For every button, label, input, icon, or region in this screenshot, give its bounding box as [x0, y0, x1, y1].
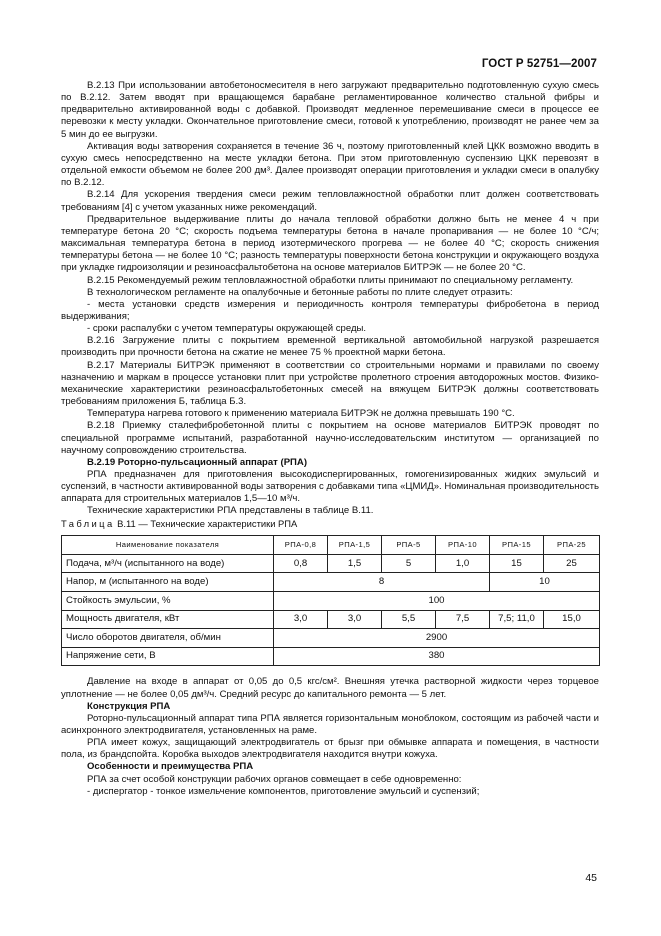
table-row	[62, 610, 600, 629]
table-row	[62, 647, 600, 666]
paragraph: Температура нагрева готового к применению материала БИТРЭК не должна превышать 190 °С.	[87, 408, 515, 420]
table-caption-text: В.11 — Технические характеристики РПА	[114, 517, 298, 529]
table-row	[62, 573, 600, 592]
spec-table	[61, 535, 600, 667]
table-caption	[61, 518, 599, 530]
row-label: Мощность двигателя, кВт	[62, 610, 274, 629]
row-label: Напряжение сети, В	[62, 647, 274, 666]
table-cell: 3,0	[274, 610, 328, 629]
row-label: Число оборотов двигателя, об/мин	[62, 629, 274, 648]
table-cell: 10	[490, 573, 600, 592]
table-caption-prefix: Таблица	[61, 517, 115, 529]
row-label: Подача, м³/ч (испытанного на воде)	[62, 554, 274, 573]
table-cell: 380	[274, 647, 600, 666]
table-header-cell: РПА-0,8	[274, 535, 328, 554]
section-heading-features: Особенности и преимущества РПА	[87, 761, 254, 773]
paragraph: В.2.18 Приемку сталефибробетонной плиты с покрытием на основе материалов БИТРЭК проводят по специальной программе испытаний, разработанной научно-исследовательским институтом — организацией по научному сопровождению строительства.	[61, 420, 599, 456]
paragraph: В технологическом регламенте на опалубочные и бетонные работы по плите следует отразить:	[87, 286, 513, 298]
paragraph: РПА предназначен для приготовления высокодиспергированных, гомогенизированных жидких эмульсий и суспензий, в частности активированной воды затворения с добавками типа «ЦМИД». Номинальная производительность аппарата для строительных материалов 1,5—10 м³/ч.	[61, 469, 599, 505]
paragraph: Активация воды затворения сохраняется в течение 36 ч, поэтому приготовленный клей ЦКК возможно вводить в сухую смесь непосредственно на месте укладки бетона. При этом приготовленную суспензию ЦКК перевозят в отдельной емкости объемом не более 200 дм³. Далее производят операции приготовления и укладки смеси в опалубку по В.2.12.	[61, 140, 599, 189]
table-row	[62, 554, 600, 573]
paragraph: Давление на входе в аппарат от 0,05 до 0,5 кгс/см². Внешняя утечка растворной жидкости через торцевое уплотнение — не более 0,05 дм³/ч. Средний ресурс до капитального ремонта — 5 лет.	[61, 676, 599, 700]
paragraph: Роторно-пульсационный аппарат типа РПА является горизонтальным моноблоком, состоящим из рабочей части и асинхронного электродвигателя, установленных на раме.	[61, 712, 599, 736]
table-header-row	[62, 535, 600, 554]
table-cell: 7,5; 11,0	[490, 610, 544, 629]
table-header-cell: Наименование показателя	[62, 535, 274, 554]
paragraph: В.2.17 Материалы БИТРЭК применяют в соответствии со строительными нормами и правилами по своему назначению и маркам в процессе установки плит при устройстве пролетного строения автодорожных мостов. Физико-механические характеристики резиноасфальтобетонных смесей на вяжущем БИТРЭК должны соответствовать требованиям приложения Б, таблица Б.3.	[61, 359, 599, 408]
paragraph: В.2.13 При использовании автобетоносмесителя в него загружают предварительно подготовленную сухую смесь по В.2.12. Затем вводят при вращающемся барабане регламентированное количество стальной фибры и предварительно активированной воды с добавкой. Производят медленное перемешивание смеси в процессе ее перевозки к месту укладки. Окончательное приготовление смеси, готовой к употреблению, производят не ранее чем за 5 мин до ее выгрузки.	[61, 80, 599, 140]
table-cell: 2900	[274, 629, 600, 648]
page-number: 45	[585, 872, 597, 884]
table-header-cell: РПА-1,5	[328, 535, 382, 554]
section-heading-design: Конструкция РПА	[87, 700, 171, 712]
table-cell: 3,0	[328, 610, 382, 629]
section-heading-rpa: В.2.19 Роторно-пульсационный аппарат (РПА)	[87, 456, 307, 468]
paragraph: В.2.14 Для ускорения твердения смеси режим тепловлажностной обработки плит должен соответствовать требованиям [4] с учетом указанных ниже рекомендаций.	[61, 189, 599, 213]
table-row	[62, 591, 600, 610]
table-row	[62, 629, 600, 648]
table-cell: 7,5	[436, 610, 490, 629]
paragraph: В.2.15 Рекомендуемый режим тепловлажностной обработки плиты принимают по специальному регламенту.	[87, 274, 574, 286]
document-header: ГОСТ Р 52751—2007	[481, 58, 597, 70]
table-cell: 1,5	[328, 554, 382, 573]
table-cell: 15,0	[544, 610, 600, 629]
table-cell: 5,5	[382, 610, 436, 629]
list-item: - места установки средств измерения и периодичность контроля температуры фибробетона в период выдерживания;	[61, 298, 599, 322]
row-label: Напор, м (испытанного на воде)	[62, 573, 274, 592]
paragraph: В.2.16 Загружение плиты с покрытием временной вертикальной автомобильной нагрузкой разрешается производить при прочности бетона на сжатие не менее 75 % проектной марки бетона.	[61, 335, 599, 359]
table-header-cell: РПА-15	[490, 535, 544, 554]
list-item: - сроки распалубки с учетом температуры окружающей среды.	[87, 323, 367, 335]
row-label: Стойкость эмульсии, %	[62, 591, 274, 610]
paragraph: Технические характеристики РПА представлены в таблице В.11.	[87, 505, 374, 517]
table-cell: 15	[490, 554, 544, 573]
table-cell: 100	[274, 591, 600, 610]
table-cell: 5	[382, 554, 436, 573]
list-item: - диспергатор - тонкое измельчение компонентов, приготовление эмульсий и суспензий;	[87, 785, 480, 797]
table-cell: 8	[274, 573, 490, 592]
table-header-cell: РПА-5	[382, 535, 436, 554]
table-header-cell: РПА-25	[544, 535, 600, 554]
table-cell: 0,8	[274, 554, 328, 573]
paragraph: Предварительное выдерживание плиты до начала тепловой обработки должно быть не менее 4 ч при температуре бетона 20 °С; скорость подъема температуры бетона в начале пропаривания — не более 10 °С/ч; максимальная температура бетона в период изотермического прогрева — не более 40 °С; скорость снижения температуры бетона — не более 10 °С; разность температуры поверхности бетона конструкции и окружающего воздуха при укладке гидроизоляции и резиноасфальтобетона на основе материалов БИТРЭК — не более 20 °С.	[61, 213, 599, 274]
table-cell: 25	[544, 554, 600, 573]
paragraph: РПА имеет кожух, защищающий электродвигатель от брызг при обмывке аппарата и помещения, в частности пола, из брандспойта. Коробка выходов электродвигателя находится внутри кожуха.	[61, 737, 599, 761]
document-body	[61, 80, 599, 798]
table-header-cell: РПА-10	[436, 535, 490, 554]
paragraph: РПА за счет особой конструкции рабочих органов совмещает в себе одновременно:	[87, 773, 462, 785]
table-cell: 1,0	[436, 554, 490, 573]
